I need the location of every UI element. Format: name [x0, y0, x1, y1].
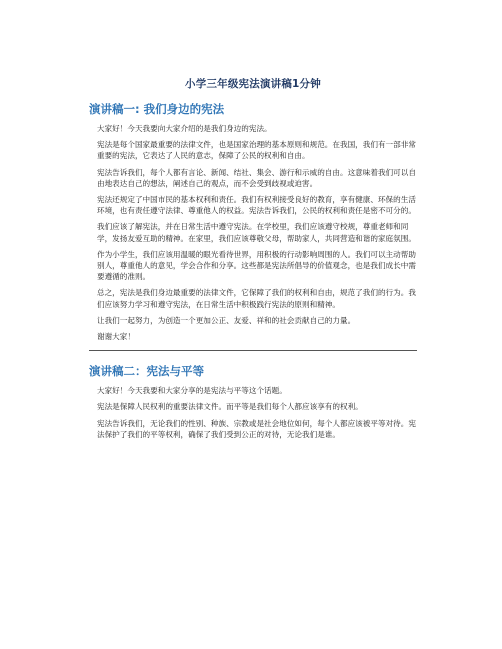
section-speech-two — [89, 363, 417, 440]
section-divider — [89, 350, 417, 351]
document-page — [89, 76, 417, 445]
document-title: 小学三年级宪法演讲稿1分钟 — [185, 78, 321, 90]
paragraph: 让我们一起努力，为创造一个更加公正、友爱、祥和的社会贡献自己的力量。 — [97, 315, 356, 325]
section-speech-one — [89, 101, 417, 342]
paragraph: 大家好！今天我要和大家分享的是宪法与平等这个话题。 — [97, 386, 287, 396]
paragraph: 宪法告诉我们，无论我们的性别、种族、宗教或是社会地位如何，每个人都应该被平等对待。宪法保护了我们的平等权利，确保了我们受到公正的对待，无论我们是谁。 — [97, 418, 416, 439]
paragraph: 宪法是每个国家最重要的法律文件，也是国家治理的基本原则和规范。在我国，我们有一部非常重要的宪法，它表达了人民的意志，保障了公民的权利和自由。 — [97, 140, 416, 161]
paragraph: 宪法是保障人民权利的重要法律文件。而平等是我们每个人都应该享有的权利。 — [97, 402, 363, 412]
paragraph: 我们应该了解宪法，并在日常生活中遵守宪法。在学校里，我们应该遵守校规，尊重老师和同学，发扬友爱互助的精神。在家里，我们应该尊敬父母，帮助家人，共同营造和谐的家庭氛围。 — [97, 222, 416, 243]
paragraph: 总之，宪法是我们身边最重要的法律文件，它保障了我们的权利和自由，规范了我们的行为。我们应该努力学习和遵守宪法，在日常生活中积极践行宪法的原则和精神。 — [97, 288, 416, 309]
paragraph: 谢谢大家！ — [97, 332, 135, 342]
section-heading: 演讲稿一: 我们身边的宪法 — [89, 102, 225, 116]
paragraph: 宪法告诉我们，每个人都有言论、新闻、结社、集会、游行和示威的自由。这意味着我们可以自由地表达自己的想法，阐述自己的观点，而不会受到歧视或迫害。 — [97, 167, 416, 188]
paragraph: 大家好！今天我要向大家介绍的是我们身边的宪法。 — [97, 124, 272, 133]
paragraph: 宪法还规定了中国市民的基本权利和责任。我们有权利接受良好的教育，享有健康、环保的生活环境，也有责任遵守法律、尊重他人的权益。宪法告诉我们，公民的权利和责任是密不可分的。 — [97, 195, 416, 216]
paragraph: 作为小学生，我们应该用温暖的眼光看待世界，用积极的行动影响周围的人。我们可以主动帮助别人，尊重他人的意见，学会合作和分享。这些都是宪法所倡导的价值观念，也是我们成长中需要遵循的准则。 — [97, 249, 416, 282]
section-heading: 演讲稿二：宪法与平等 — [89, 364, 204, 379]
